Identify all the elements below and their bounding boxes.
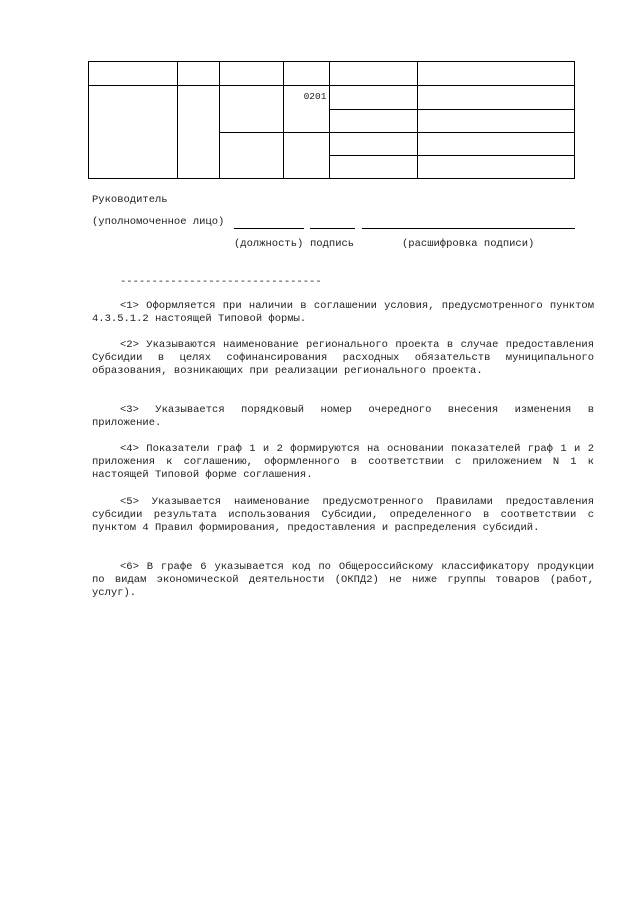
table-col-divider-5 bbox=[417, 62, 418, 178]
table-row-divider-2 bbox=[219, 132, 574, 133]
footnote-separator: -------------------------------- bbox=[120, 276, 322, 288]
table-header-divider bbox=[89, 85, 574, 86]
signature-decode-caption: (расшифровка подписи) bbox=[402, 238, 535, 250]
footnote-6: <6> В графе 6 указывается код по Общероссийскому классификатору продукции по видам экономической деятельности (ОКПД2) не ниже группы товаров (работ, услуг). bbox=[92, 561, 594, 599]
data-table bbox=[88, 61, 575, 179]
position-caption: (должность) bbox=[234, 238, 304, 250]
table-col-divider-1 bbox=[177, 62, 178, 178]
table-col-divider-3 bbox=[283, 62, 284, 178]
footnote-5: <5> Указывается наименование предусмотренного Правилами предоставления субсидии результата использования Субсидии, определенного в соответствии с пунктом 4 Правил формирования, предоставления и распределения субсидий. bbox=[92, 496, 594, 534]
footnote-4: <4> Показатели граф 1 и 2 формируются на основании показателей граф 1 и 2 приложения к соглашению, оформленного в соответствии с приложением N 1 к настоящей Типовой форме соглашения. bbox=[92, 443, 594, 481]
table-col-divider-4 bbox=[329, 62, 330, 178]
table-row-divider-3 bbox=[329, 155, 574, 156]
signature-caption: подпись bbox=[310, 238, 355, 250]
table-row-divider-1 bbox=[329, 109, 574, 110]
footnote-2: <2> Указываются наименование регионального проекта в случае предоставления Субсидии в целях софинансирования расходных обязательств муниципального образования, возникающих при реализации регионального проекта. bbox=[92, 339, 594, 377]
signature-line bbox=[310, 228, 355, 229]
footnote-1: <1> Оформляется при наличии в соглашении условия, предусмотренного пунктом 4.3.5.1.2 настоящей Типовой формы. bbox=[92, 300, 594, 325]
position-line bbox=[234, 228, 304, 229]
table-cell-code: 0201 bbox=[303, 91, 327, 102]
signature-decode-line bbox=[362, 228, 575, 229]
table-col-divider-2 bbox=[219, 62, 220, 178]
head-label: Руководитель bbox=[92, 194, 168, 206]
footnote-3: <3> Указывается порядковый номер очередного внесения изменения в приложение. bbox=[92, 404, 594, 429]
authorized-person-label: (уполномоченное лицо) bbox=[92, 216, 225, 228]
